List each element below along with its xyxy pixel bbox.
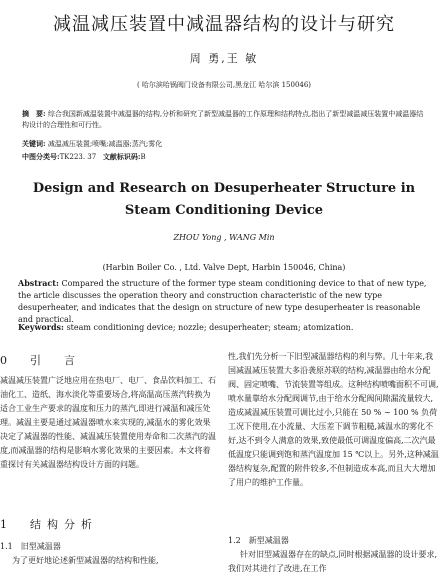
paper-title-cn: 减温减压装置中减温器结构的设计与研究 <box>53 14 395 35</box>
old-desuperheater-analysis: 性,我们先分析一下旧型减温器结构的利与弊。几十年来,我国减温减压装置大多沿袭原苏联的结构,减温器由给水分配阀、固定喷嘴、节流装置等组成。这种结构喷嘴面积不可调,喷水量靠给水分配阀调节,由于给水分配阀间隙漏流量较大,造成减温减压装置可调比过小,只能在 50 % ~ 100 % 负荷工况下使用,在小流量、大压差下调节粗糙,减温水的雾化不好,达不到令人满意的效果,致使最低可调温度偏高,二次汽最低温度只能调到饱和蒸汽温度加 15 ℃以上。另外,这种减温器结构复杂,配置的附件较多,不但制造成本高,而且大大增加了用户的维护工作量。 <box>228 352 439 487</box>
abstract-en-text: Compared the structure of the former type steam conditioning device to that of new type, the article discusses the operation theory and construction characteristic of the new type desuperheater, and indicates that the design on structure of new type desuperheater is reasonable and practical. <box>18 279 427 324</box>
classification-value: TK223. 37 <box>59 153 97 161</box>
affiliation-cn: ( 哈尔滨哈锅阀门设备有限公司,黑龙江 哈尔滨 150046) <box>136 81 312 89</box>
subsection-heading-old: 1.1 旧型减温器 <box>0 542 61 551</box>
doc-code-label: 文献标识码: <box>102 152 141 161</box>
old-desuperheater-paragraph: 为了更好地论述新型减温器的结构和性能, <box>12 556 159 565</box>
authors-cn: 周 勇,王 敏 <box>189 52 259 65</box>
subsection-heading-new: 1.2 新型减温器 <box>228 536 289 545</box>
section-heading-structure: 1 结构分析 <box>0 518 98 531</box>
affiliation-en: (Harbin Boiler Co. , Ltd. Valve Dept, Harbin 150046, China) <box>102 263 346 272</box>
paper-title-en-line1: Design and Research on Desuperheater Structure in <box>32 181 416 196</box>
keywords-en-label: Keywords: <box>18 322 65 332</box>
paper-title-en <box>0 178 448 222</box>
paper-title-en-line2: Steam Conditioning Device <box>124 203 324 218</box>
abstract-cn-text: 综合我国新减温装置中减温器的结构,分析和研究了新型减温器的工作原理和结构特点,指出了新型减温减压装置中减温器结构设计的合理性和可行性。 <box>22 110 424 129</box>
classification-label: 中图分类号: <box>22 152 60 161</box>
keywords-cn-label: 关键词: <box>22 139 46 148</box>
keywords-cn <box>22 138 426 150</box>
abstract-en-label: Abstract: <box>18 278 59 288</box>
section-heading-introduction: 0 引 言 <box>0 354 81 367</box>
abstract-cn <box>22 108 426 131</box>
abstract-en <box>18 277 428 326</box>
new-desuperheater-paragraph: 针对旧型减温器存在的缺点,同时根据减温器的设计要求,我们对其进行了改进,在工作 <box>228 550 438 573</box>
classification-cn <box>22 151 426 163</box>
doc-code-value: B <box>140 153 146 161</box>
authors-en: ZHOU Yong , WANG Min <box>173 233 275 242</box>
keywords-en <box>18 322 428 332</box>
keywords-en-text: steam conditioning device; nozzle; desuperheater; steam; atomization. <box>66 323 354 332</box>
introduction-paragraph: 减温减压装置广泛地应用在热电厂、电厂、食品饮料加工、石油化工、造纸、海水淡化等重要场合,将高温高压蒸汽转换为适合工业生产要求的温度和压力的蒸汽,即进行减温和减压处理。减温主要是通过减温器喷水来实现的,减温水的雾化效果决定了减温器的性能、减温减压装置使用寿命和二次蒸汽的温度,而减温器的结构是影响水雾化效果的主要因素。本文将着重探讨有关减温器结构设计方面的问题。 <box>0 376 216 469</box>
keywords-cn-text: 减温减压装置;喷嘴;减温器;蒸汽;雾化 <box>47 140 163 148</box>
abstract-cn-label: 摘 要: <box>22 109 46 118</box>
